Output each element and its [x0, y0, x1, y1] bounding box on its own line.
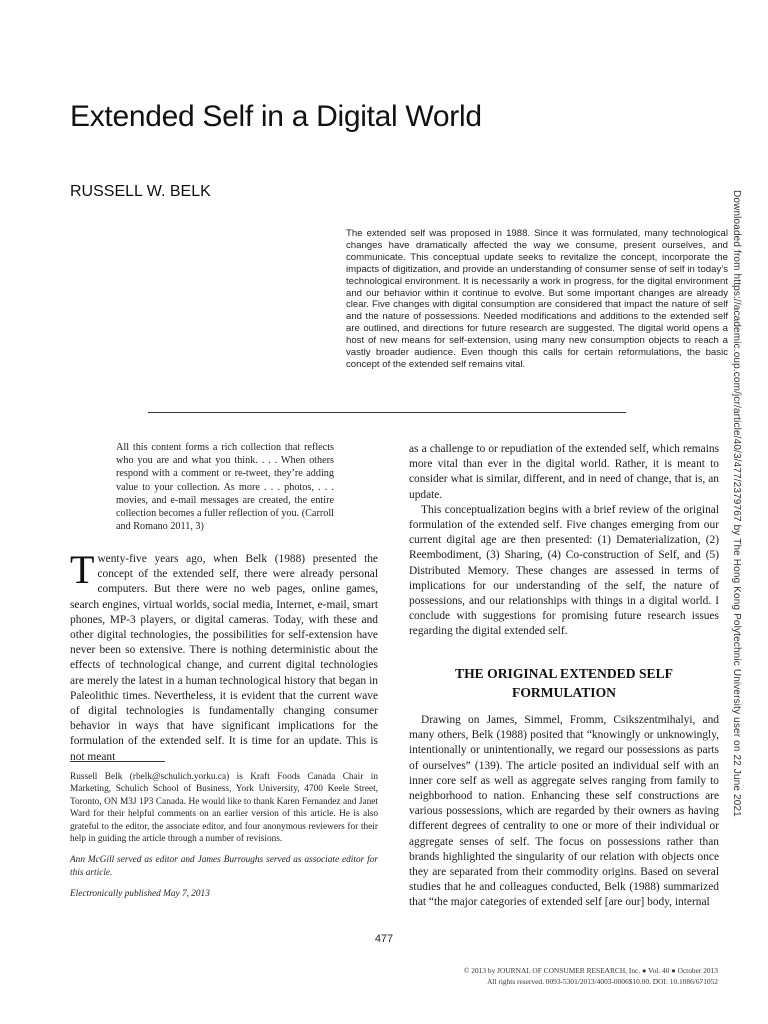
- editor-note: Ann McGill served as editor and James Burroughs served as associate editor for this article.: [70, 855, 378, 878]
- publication-date-note: Electronically published May 7, 2013: [70, 889, 210, 900]
- abstract: The extended self was proposed in 1988. Since it was formulated, many technological changes have dramatically affected the way we consume, present ourselves, and communicate. This conceptual update seeks to revitalize the concept, incorporate the impacts of digitization, and provide an understanding of consumer sense of self in today’s technological environment. It is necessarily a work in progress, for the digital environment and our behavior within it continue to evolve. But some important changes are already clear. Five changes with digital consumption are considered that impact the nature of self and the nature of possessions. Needed modifications and additions to the extended self are outlined, and directions for future research are suggested. The digital world opens a host of new means for self-extension, using many new consumption objects to reach a vastly broader audience. Even though this calls for certain reformulations, the basic concept of the extended self remains vital.: [346, 228, 728, 370]
- body-paragraph: Drawing on James, Simmel, Fromm, Csikszentmihalyi, and many others, Belk (1988) posited that “knowingly or unknowingly, intentionally or unintentionally, we regard our possessions as parts of ourselves” (139). The article posited an individual self with an inner core self as well as aggregate selves ranging from family to neighborhood to nation. Enhancing these self constructions are various possessions, which are regarded by their owners as having different degrees of centrality to one or more of their individual or aggregate senses of self. The focus on possessions rather than brands highlighted the singularity of our relation with objects once they are separated from their commodity origins. Based on several studies that he and colleagues conducted, Belk (1988) summarized that “the major categories of extended self [are our] body, internal: [409, 714, 719, 909]
- left-column-body: [70, 547, 378, 765]
- footnote: [70, 771, 378, 910]
- footnote-divider: [70, 761, 165, 762]
- intro-text: wenty-five years ago, when Belk (1988) presented the concept of the extended self, there were already personal computers. But there were no web pages, online games, search engines, virtual worlds, social media, Internet, e-mail, smart phones, MP-3 players, or digital cameras. Today, with these and other digital technologies, the possibilities for self-extension have never been so extensive. There is nothing deterministic about the effects of technological change, and current digital technologies are merely the latest in a human technological history that began in Paleolithic times. Nevertheless, it is evident that the current wave of digital technologies is fundamentally changing consumer behavior in ways that have significant implications for the formulation of the extended self. It is time for an update. This is not meant: [70, 553, 378, 763]
- download-watermark: Downloaded from https://academic.oup.com/jcr/article/40/3/477/2379767 by The Hong Kong Polytechnic University user on 22 June 2021: [731, 190, 742, 817]
- copyright-notice: [380, 965, 718, 987]
- right-column-body: [409, 442, 719, 640]
- article-title: Extended Self in a Digital World: [70, 100, 482, 133]
- section-divider: [148, 412, 626, 413]
- body-paragraph: This conceptualization begins with a brief review of the original formulation of the extended self. Five changes emerging from our current digital age are then presented: (1) Dematerialization, (2) Reembodiment, (3) Sharing, (4) Co-construction of Self, and (5) Distributed Memory. These changes are assessed in terms of implications for our understanding of the self, the nature of possessions, and our relationships with things in a digital world. I conclude with suggestions for promising future research issues regarding the digital extended self.: [409, 503, 719, 638]
- author-note: Russell Belk (rbelk@schulich.yorku.ca) is Kraft Foods Canada Chair in Marketing, Schulich School of Business, York University, 4700 Keele Street, Toronto, ON M3J 1P3 Canada. He would like to thank Karen Fernandez and Janet Ward for their helpful comments on an earlier version of this article. He is also grateful to the editor, the associate editor, and four anonymous reviewers for their help in guiding the article through a number of revisions.: [70, 772, 378, 845]
- page-number: 477: [374, 933, 394, 945]
- body-paragraph: as a challenge to or repudiation of the extended self, which remains more vital than ever in the digital world. Rather, it is meant to consider what is similar, different, and in need of change, that is, an update.: [409, 443, 719, 501]
- section-heading: THE ORIGINAL EXTENDED SELF FORMULATION: [455, 666, 673, 700]
- epigraph-quote: All this content forms a rich collection that reflects who you are and what you think. . . . When others respond with a comment or re-tweet, they’re adding value to your collection. As more . . . photos, . . . movies, and e-mail messages are created, the entire collection becomes a fuller reflection of you. (Carroll and Romano 2011, 3): [116, 442, 334, 533]
- intro-paragraph: [70, 547, 378, 765]
- rights-line: All rights reserved. 0093-5301/2013/4003-0006$10.00. DOI: 10.1086/671052: [487, 977, 718, 986]
- section-body: [409, 713, 719, 911]
- author-name: RUSSELL W. BELK: [70, 183, 211, 200]
- copyright-line: © 2013 by JOURNAL OF CONSUMER RESEARCH, Inc. ● Vol. 40 ● October 2013: [463, 966, 718, 975]
- drop-cap: T: [70, 547, 95, 592]
